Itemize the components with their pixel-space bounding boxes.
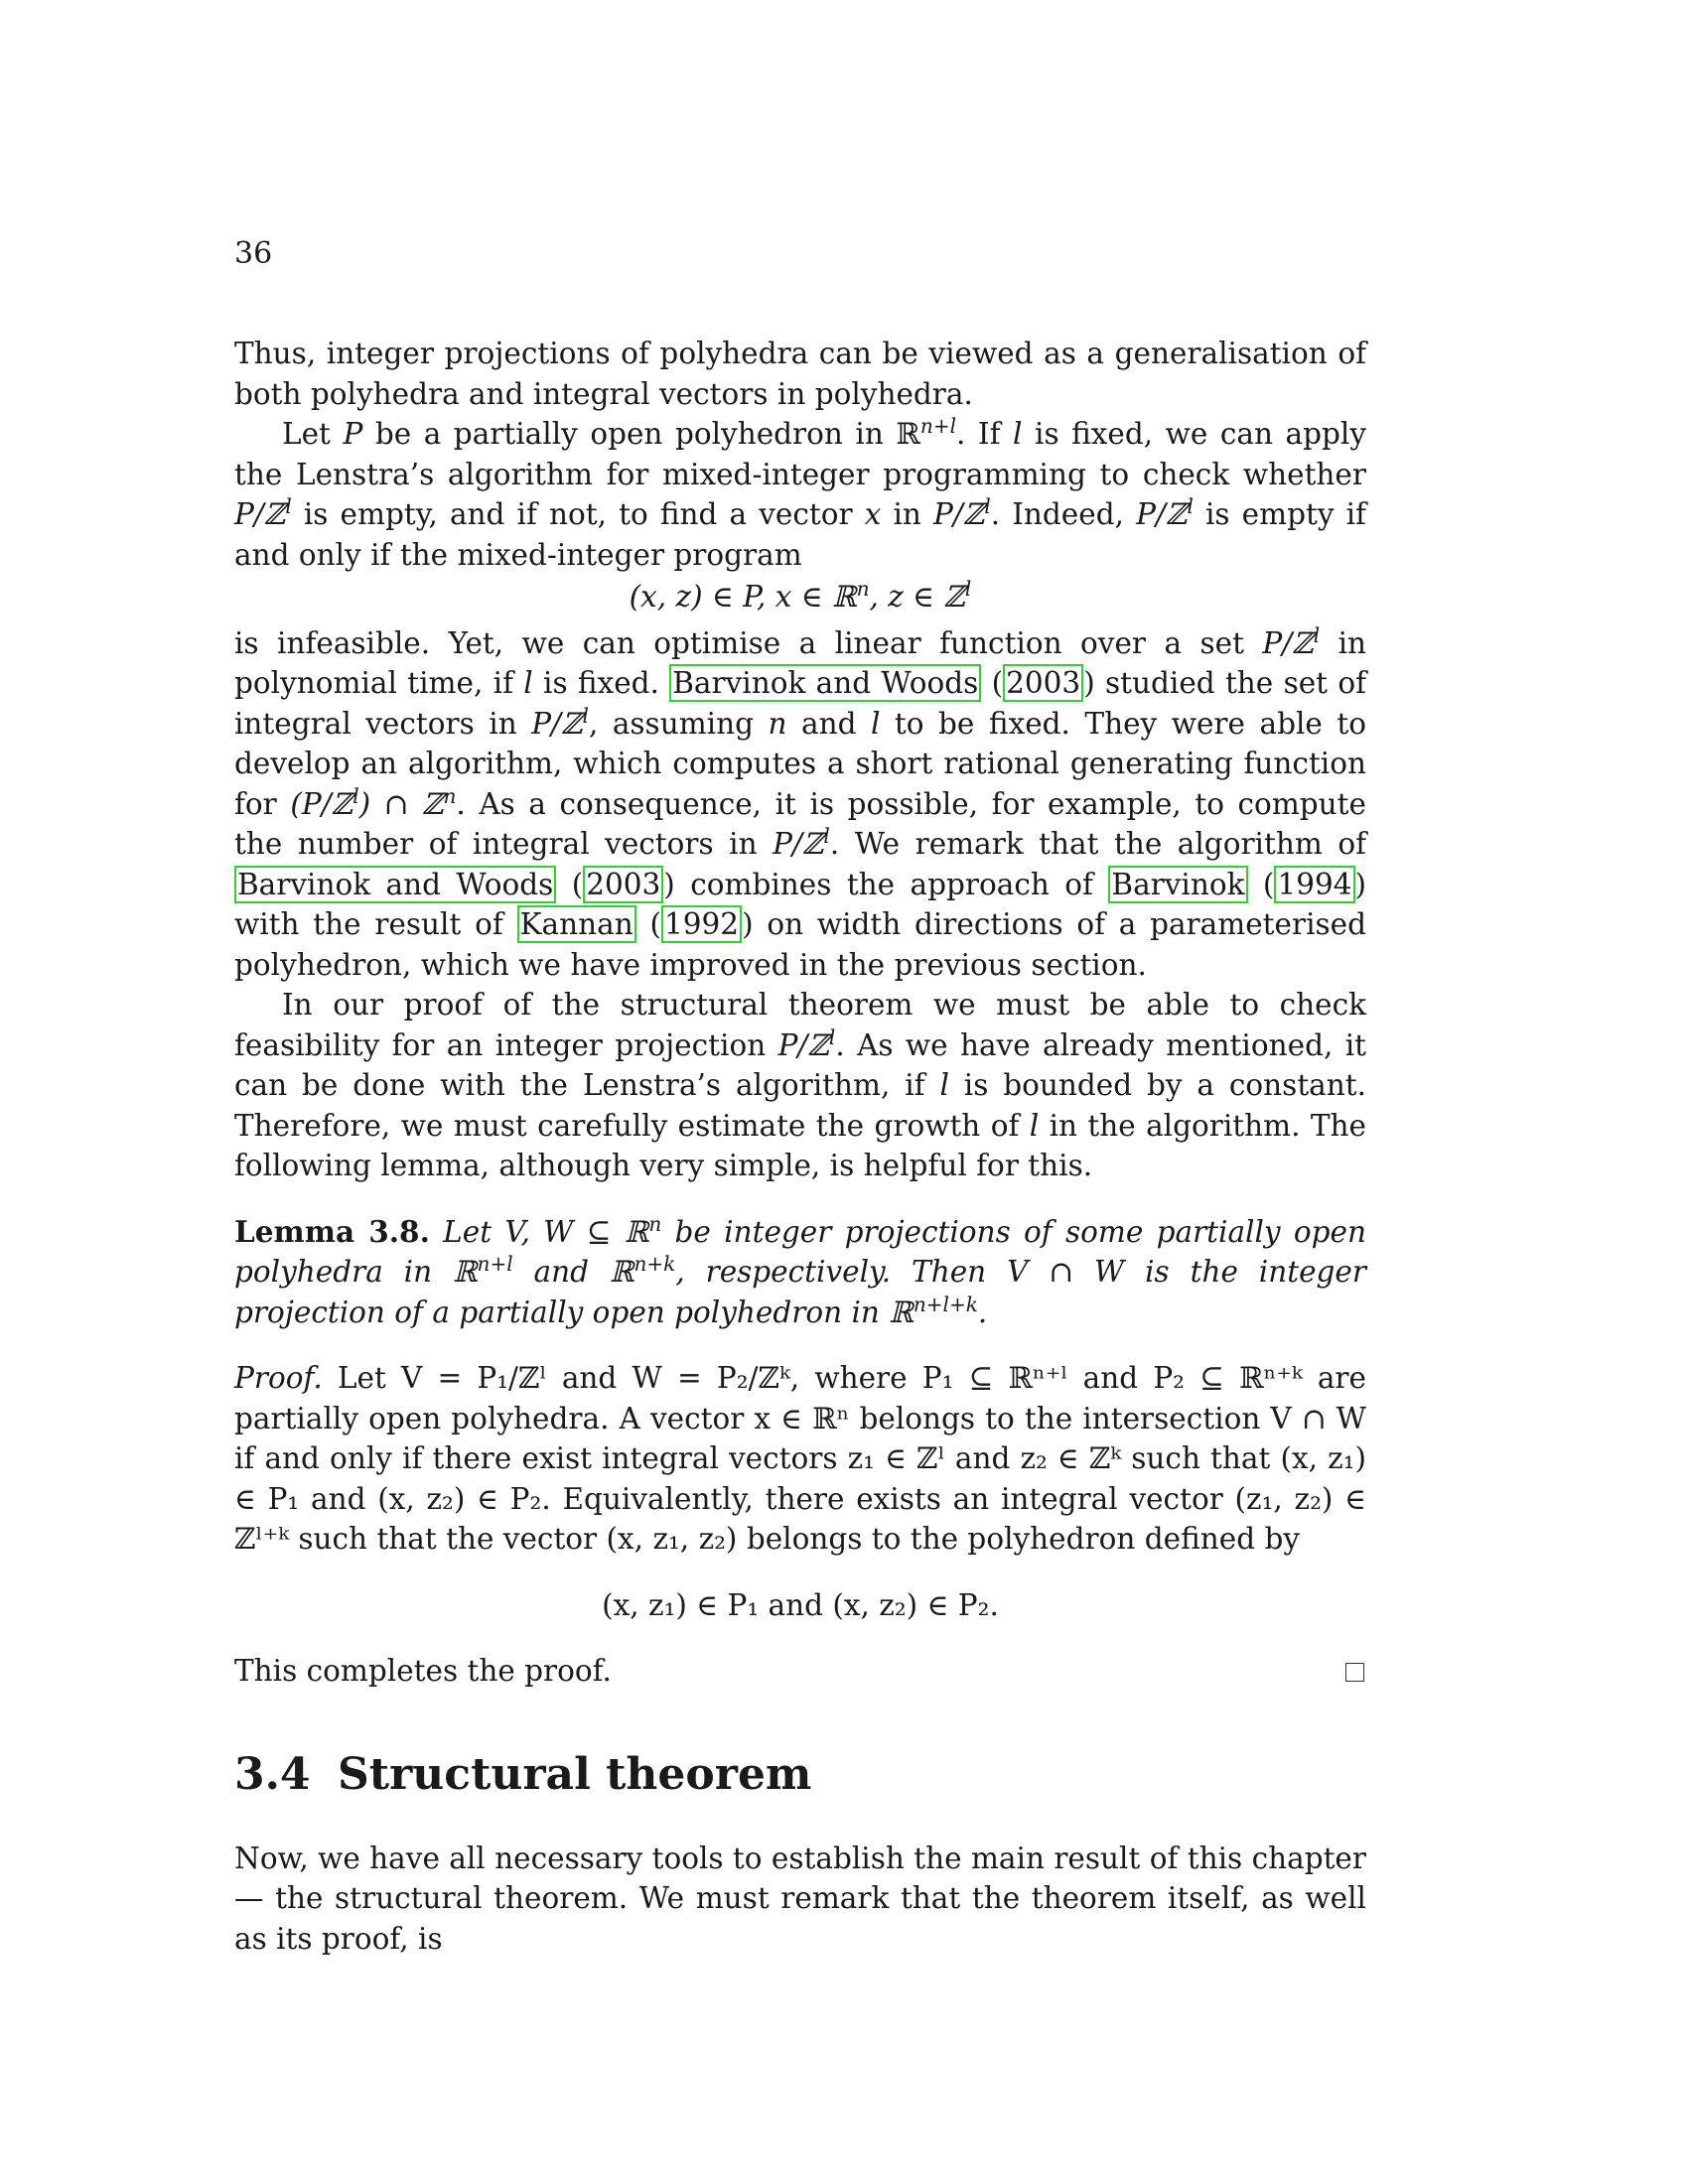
text-span: is bounded by a constant. Therefore, we must carefully estimate the growth of: [234, 1068, 1366, 1143]
citation-year-2003[interactable]: 2003: [1003, 664, 1083, 702]
text-span: . Indeed,: [990, 497, 1137, 531]
text-span: . We remark that the algorithm of: [829, 827, 1366, 861]
text-span: be a partially open polyhedron in ℝ: [362, 417, 920, 451]
lemma-title: Lemma 3.8.: [234, 1213, 430, 1249]
text-span: studied the set of integral vectors in: [234, 666, 1366, 741]
proof-label: Proof.: [234, 1361, 323, 1395]
paragraph-4: [234, 985, 1366, 1186]
text-span: . As a consequence, it is possible, for example, to compute the number of integral vectors in: [234, 786, 1366, 861]
paragraph-1: Thus, integer projections of polyhedra can be viewed as a generalisation of both polyhedra and integral vectors in polyhedra.: [234, 337, 1366, 411]
lemma-text: and ℝ: [512, 1255, 634, 1289]
math-var: l: [1013, 417, 1023, 451]
math-sup: n+k: [633, 1251, 676, 1276]
section-heading: [234, 1749, 1366, 1801]
math-sup: n: [856, 576, 870, 601]
qed-square-icon: [1345, 1663, 1364, 1682]
text-span: is fixed.: [532, 666, 670, 700]
math-expr: P/ℤ: [1136, 497, 1188, 531]
text-span: on width directions of a parameterised polyhedron, which we have improved in the previous section.: [234, 907, 1367, 982]
math-expr: P/ℤ: [531, 706, 583, 741]
text-span: is empty, and if not, to find a vector: [291, 497, 865, 531]
math-var: P: [343, 417, 363, 451]
citation-year-1992[interactable]: 1992: [661, 905, 742, 943]
citation-barvinok-woods[interactable]: Barvinok and Woods: [234, 866, 556, 903]
citation-year-2003[interactable]: 2003: [583, 866, 663, 903]
final-paragraph: Now, we have all necessary tools to establish the main result of this chapter — the structural theorem. We must remark that the theorem itself, as well as its proof, is: [234, 1841, 1366, 1956]
text-span: , assuming: [588, 706, 769, 741]
text-span: to be fixed. They were able to develop an algorithm, which computes a short rational generating function for: [234, 706, 1366, 821]
math-var: l: [939, 1068, 949, 1102]
math-sup: l: [984, 493, 991, 518]
math-var: x: [864, 497, 882, 531]
text-span: in polynomial time, if: [234, 625, 1367, 700]
paragraph-2: [234, 414, 1366, 575]
text-span: is fixed, we can apply the Lenstra’s algorithm for mixed-integer programming to check whether: [234, 417, 1367, 491]
math-expr: , z ∈ ℤ: [869, 580, 965, 614]
math-expr: P/ℤ: [777, 1027, 829, 1062]
paragraph-3: is infeasible. Yet, we can optimise a linear function over a set P/ℤ$^l$ in polynomial time, if l is fixed. Barvinok and Woods ( 2003 ) studied the set of integral vectors in P/ℤ$^l$, assuming n and l to be fixed. They were able to develop an algorithm, which computes a short rational generating function for (P/ℤ$^l$) ∩ ℤ$^n$. As a consequence, it is possible, for example, to compute the number of integral vectors in P/ℤ$^l$. We remark that the algorithm of Barvinok and Woods ( 2003 ) combines the approach of Barvinok ( 1994 ) with the result of Kannan ( 1992 ) on width directions of a parameterised polyhedron, which we have improved in the previous section.: [234, 622, 1367, 982]
math-sup: n+l: [477, 1251, 513, 1276]
math-var: l: [870, 706, 881, 741]
text-span: in: [881, 497, 934, 531]
section-number: 3.4: [234, 1748, 311, 1800]
math-expr: P/ℤ: [773, 827, 824, 861]
math-sup: l: [823, 823, 830, 848]
math-expr: P/ℤ: [234, 497, 286, 531]
math-sup: l: [964, 576, 972, 601]
citation-kannan[interactable]: Kannan: [517, 905, 636, 943]
text-span: is empty if and only if the mixed-integer program: [234, 497, 1366, 572]
text-span: combines the approach of: [674, 867, 1109, 901]
proof-closing-line: [234, 1651, 1366, 1692]
math-sup: l: [582, 703, 589, 728]
section-title: Structural theorem: [338, 1748, 812, 1800]
lemma-text: be integer projections of some partially open polyhedra in ℝ: [234, 1214, 1366, 1289]
citation-barvinok[interactable]: Barvinok: [1108, 866, 1247, 903]
math-sup: l: [1187, 493, 1194, 518]
math-expr: ) ∩ ℤ: [358, 786, 444, 821]
math-expr: P/ℤ: [1262, 625, 1314, 660]
lemma-3-8: [234, 1212, 1366, 1333]
proof-text: Let V = P₁/ℤˡ and W = P₂/ℤᵏ, where P₁ ⊆ ℝⁿ⁺ˡ and P₂ ⊆ ℝⁿ⁺ᵏ are partially open polyhedra. A vector x ∈ ℝⁿ belongs to the intersection V ∩ W if and only if there exist integral vectors z₁ ∈ ℤˡ and z₂ ∈ ℤᵏ such that (x, z₁) ∈ P₁ and (x, z₂) ∈ P₂. Equivalently, there exists an integral vector (z₁, z₂) ∈ ℤˡ⁺ᵏ such that the vector (x, z₁, z₂) belongs to the polyhedron defined by: [234, 1361, 1366, 1556]
math-sup: l: [1313, 622, 1321, 647]
text-span: Let: [282, 417, 344, 451]
text-span: and: [786, 706, 871, 741]
text-span: in the algorithm. The following lemma, although very simple, is helpful for this.: [234, 1108, 1366, 1182]
proof-closing: This completes the proof.: [234, 1654, 612, 1688]
citation-year-1994[interactable]: 1994: [1274, 866, 1354, 903]
page-number: 36: [234, 236, 273, 271]
text-body: [234, 334, 1366, 1959]
text-span: is infeasible. Yet, we can optimise a linear function over a set: [234, 625, 1263, 660]
math-expr: (P/ℤ: [290, 786, 353, 821]
proof-paragraph: [234, 1358, 1366, 1560]
math-var: l: [1029, 1108, 1040, 1143]
math-sup: l: [352, 783, 359, 808]
math-sup: n+l: [919, 413, 957, 438]
math-sup: l: [828, 1024, 836, 1049]
text-span: . If: [956, 417, 1014, 451]
math-sup: n: [443, 783, 457, 808]
display-equation-1: [234, 577, 1366, 617]
math-var: l: [523, 666, 533, 700]
math-sup: l: [285, 493, 292, 518]
text-span: . As we have already mentioned, it can be done with the Lenstra’s algorithm, if: [234, 1027, 1366, 1102]
citation-barvinok-woods[interactable]: Barvinok and Woods: [669, 664, 981, 702]
math-sup: n+l+k: [913, 1292, 978, 1316]
text-span: In our proof of the structural theorem we must be able to check feasibility for an integer projection: [234, 988, 1366, 1062]
display-equation-2: (x, z₁) ∈ P₁ and (x, z₂) ∈ P₂.: [602, 1587, 999, 1622]
lemma-text: Let V, W ⊆ ℝ: [443, 1214, 649, 1249]
lemma-text: .: [977, 1295, 988, 1329]
math-sup: n: [648, 1211, 662, 1236]
math-expr: (x, z) ∈ P, x ∈ ℝ: [629, 580, 857, 614]
lemma-text: , respectively. Then V ∩ W is the integer projection of a partially open polyhedron in ℝ: [234, 1255, 1366, 1329]
text-span: with the result of: [234, 907, 517, 941]
math-var: n: [768, 706, 787, 741]
math-expr: P/ℤ: [933, 497, 985, 531]
